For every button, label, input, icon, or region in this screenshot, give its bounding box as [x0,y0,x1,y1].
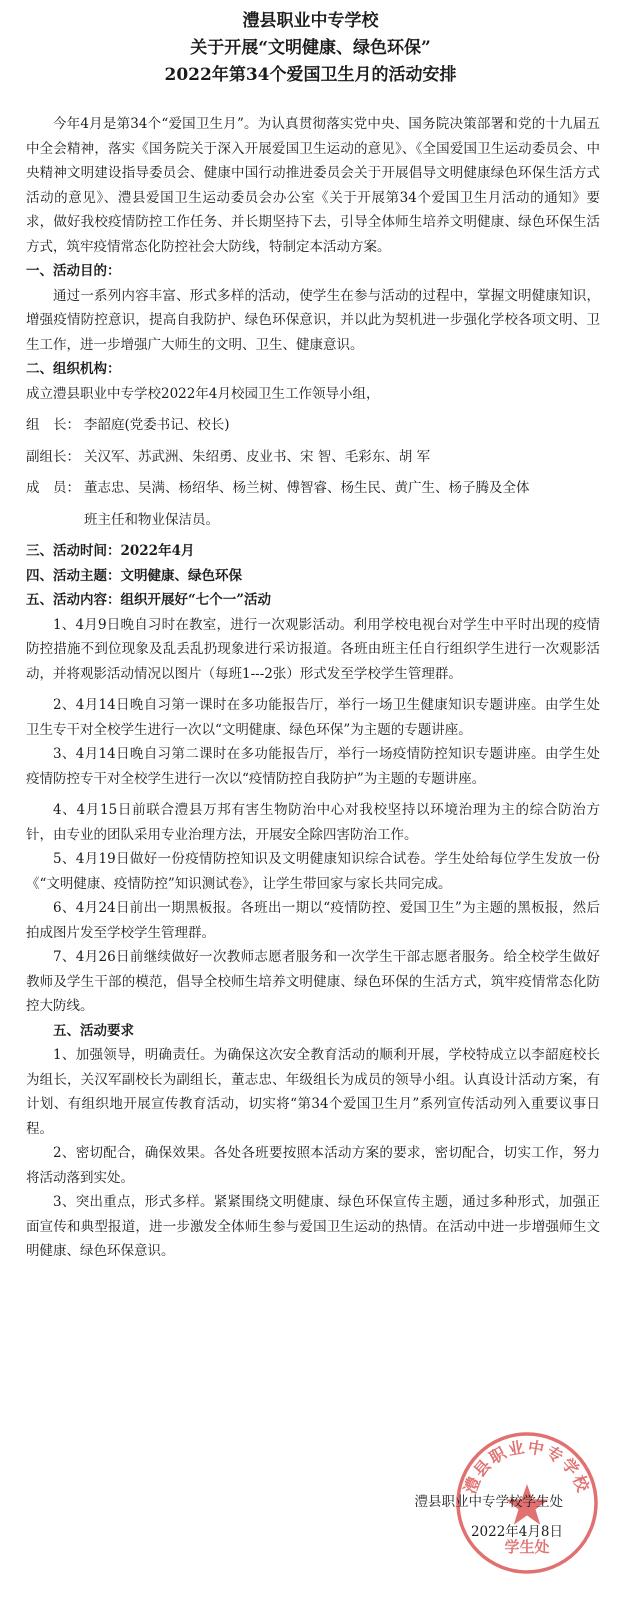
section-requirements-heading: 五、活动要求 [53,1022,134,1039]
leader-row [26,413,600,438]
section-time-heading: 三、活动时间：2022年4月 [26,543,195,559]
document-body [26,112,600,1264]
section-content-heading: 五、活动内容：组织开展好“七个一”活动 [26,592,272,608]
section-purpose-text: 通过一系列内容丰富、形式多样的活动，使学生在参与活动的过程中，掌握文明健康知识，增强疫情防控意识，提高自我防护、绿色环保意识，并以此为契机进一步强化学校各项文明、卫生工作，进一步增强广大师生的文明、卫生、健康意识。 [26,287,600,353]
deputy-row [26,445,600,470]
section-organization-heading: 二、组织机构： [26,361,121,377]
doc-subject: 关于开展“文明健康、绿色环保” [190,38,431,58]
members-continued: 班主任和物业保洁员。 [84,511,219,528]
leader-label: 组 长： [26,417,80,433]
content-item: 4、4月15日前联合澧县万邦有害生物防治中心对我校坚持以环境治理为主的综合防治方针，由专业的团队采用专业治理方法，开展安全除四害防治工作。 [26,802,600,843]
content-item: 5、4月19日做好一份疫情防控知识及文明健康知识综合试卷。学生处给每位学生发放一份《“文明健康、疫情防控”知识测试卷》，让学生带回家与家长共同完成。 [26,851,600,892]
content-item: 1、4月9日晚自习时在教室，进行一次观影活动。利用学校电视台对学生中平时出现的疫情防控措施不到位现象及乱丢乱扔现象进行采访报道。各班由班主任自行组织学生进行一次观影活动，并将观影活动情况以图片（每班1---2张）形式发至学校学生管理群。 [26,616,600,682]
seal-ring-text: 澧县职业中专学校 [460,1437,594,1497]
requirement-item: 1、加强领导，明确责任。为确保这次安全教育活动的顺利开展，学校特成立以李韶庭校长为组长，关汉军副校长为副组长，董志忠、年级组长为成员的领导小组。认真设计活动方案，有计划、有组织地开展宣传教育活动，切实将“第34个爱国卫生月”系列宣传活动列入重要议事日程。 [26,1047,600,1137]
content-item: 6、4月24日前出一期黑板报。各班出一期以“疫情防控、爱国卫生”为主题的黑板报，然后拍成图片发至学校学生管理群。 [26,900,600,941]
intro-paragraph: 今年4月是第34个“爱国卫生月”。为认真贯彻落实党中央、国务院决策部署和党的十九届五中全会精神，落实《国务院关于深入开展爱国卫生运动的意见》、《全国爱国卫生运动委员会、中央精神文明建设指导委员会、健康中国行动推进委员会关于开展倡导文明健康绿色环保生活方式活动的意见》、澧县爱国卫生运动委员会办公室《关于开展第34个爱国卫生月活动的通知》要求，做好我校疫情防控工作任务、并长期坚持下去，引导全体师生培养文明健康、绿色环保生活方式，筑牢疫情常态化防控社会大防线，特制定本活动方案。 [26,116,600,255]
leader-value: 李韶庭(党委书记、校长) [84,417,230,433]
content-item: 3、4月14日晚自习第二课时在多功能报告厅，举行一场疫情防控知识专题讲座。由学生处疫情防控专干对全校学生进行一次以“疫情防控自我防护”为主题的专题讲座。 [26,746,600,787]
school-name: 澧县职业中专学校 [242,11,379,31]
deputy-label: 副组长： [26,448,80,465]
members-label: 成 员： [26,480,80,496]
members-value: 董志忠、吴满、杨绍华、杨兰树、傅智睿、杨生民、黄广生、杨子腾及全体 [84,480,530,496]
requirement-item: 3、突出重点，形式多样。紧紧围绕文明健康、绿色环保宣传主题，通过多种形式，加强正面宣传和典型报道，进一步激发全体师生参与爱国卫生运动的热情。在活动中进一步增强师生文明健康、绿色环保意识。 [26,1194,600,1259]
content-item: 2、4月14日晚自习第一课时在多功能报告厅，举行一场卫生健康知识专题讲座。由学生处卫生专干对全校学生进行一次以“文明健康、绿色环保”为主题的专题讲座。 [26,697,600,738]
organization-intro: 成立澧县职业中专学校2022年4月校园卫生工作领导小组， [26,385,380,402]
members-row [26,476,600,501]
signature-org: 澧县职业中专学校学生处 [414,1494,563,1510]
signature-block [415,1490,564,1544]
content-item: 7、4月26日前继续做好一次教师志愿者服务和一次学生干部志愿者服务。给全校学生做好教师及学生干部的模范，倡导全校师生培养文明健康、绿色环保的生活方式，筑牢疫情常态化防控大防线。 [26,949,600,1014]
section-theme-heading: 四、活动主题：文明健康、绿色环保 [26,567,242,584]
doc-title: 2022年第34个爱国卫生月的活动安排 [164,65,457,85]
requirement-item: 2、密切配合，确保效果。各处各班要按照本活动方案的要求，密切配合，切实工作，努力将活动落到实处。 [26,1145,600,1186]
section-purpose-heading: 一、活动目的： [26,263,121,279]
seal-bottom-text: 学生处 [504,1538,550,1556]
deputy-value: 关汉军、苏武洲、朱绍勇、皮业书、宋 智、毛彩东、胡 军 [84,448,431,465]
signature-date: 2022年4月8日 [470,1524,563,1540]
